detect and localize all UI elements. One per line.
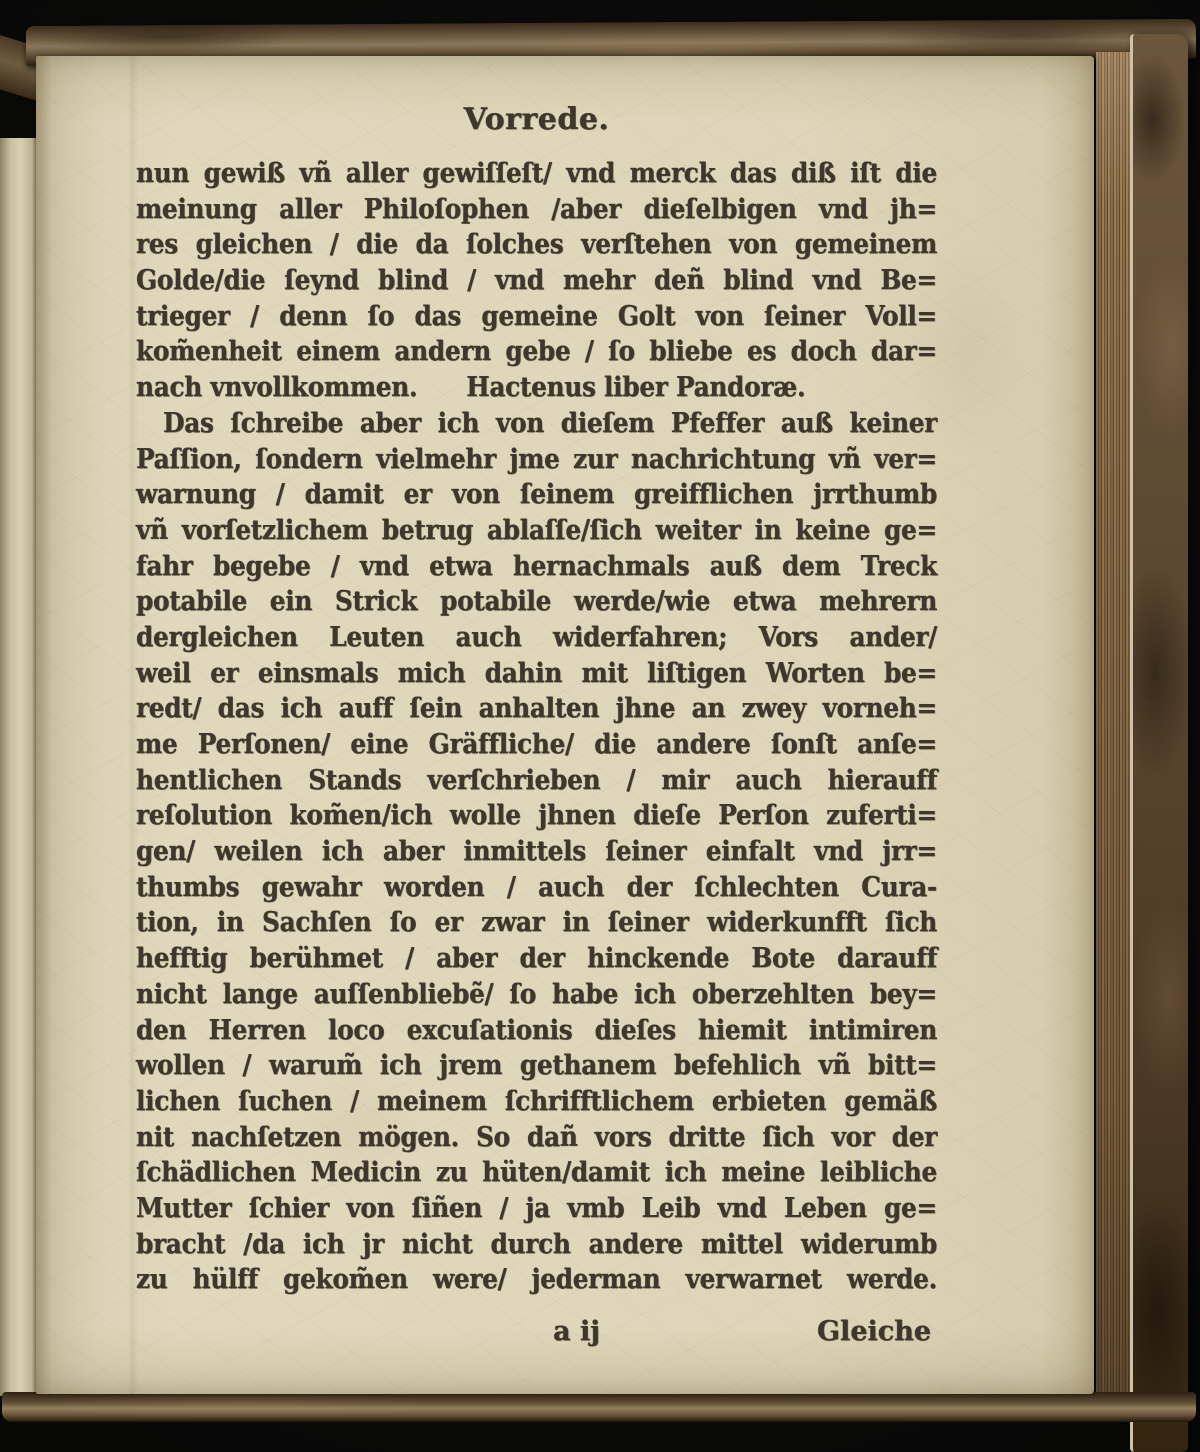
text-line: meinung aller Philoſophen /aber dieſelbigen vnd jh= (136, 192, 937, 225)
book-cover-right (1130, 34, 1188, 1452)
text-line: zu hülff gekom̃en were/ jederman verwarnet werde. (136, 1263, 937, 1296)
text-line: trieger / denn ſo das gemeine Golt von ſeiner Voll= (136, 299, 937, 332)
text-line: nun gewiß vñ aller gewiſſeſt/ vnd merck das diß iſt die (136, 157, 937, 189)
text-block (136, 156, 1026, 1298)
text-line: fahr begebe / vnd etwa hernachmals auß dem Treck (136, 549, 937, 582)
page-footer (136, 1316, 937, 1356)
text-line: nach vnvollkommen. Hactenus liber Pandoræ. (136, 371, 806, 404)
text-line: den Herren loco excuſationis dieſes hiemit intimiren (136, 1013, 937, 1046)
signature-mark: a ij (553, 1316, 601, 1347)
book-cover-bottom-edge (2, 1392, 1196, 1422)
text-line: lichen ſuchen / meinem ſchrifftlichem erbieten gemäß (136, 1084, 937, 1117)
catchword: Gleiche (817, 1316, 931, 1347)
book-page (36, 56, 1094, 1394)
text-line: gen/ weilen ich aber inmittels ſeiner einfalt vnd jrr= (136, 835, 937, 868)
text-line: Das ſchreibe aber ich von dieſem Pfeffer auß keiner (163, 406, 937, 439)
text-line: kom̃enheit einem andern gebe / ſo bliebe es doch dar= (136, 335, 937, 368)
text-line: potabile ein Strick potabile werde/wie etwa mehrern (136, 585, 937, 618)
facing-page-edge (0, 138, 38, 1396)
text-line: Mutter ſchier von ſiñen / ja vmb Leib vnd Leben ge= (136, 1191, 937, 1224)
page-fore-edge-stack (1096, 52, 1130, 1394)
text-line: bracht /da ich jr nicht durch andere mittel widerumb (136, 1227, 937, 1260)
text-line: reſolution kom̃en/ich wolle jhnen dieſe Perſon zuferti= (136, 799, 937, 832)
text-line: tion, in Sachſen ſo er zwar in ſeiner widerkunfft ſich (136, 906, 937, 939)
text-line: thumbs gewahr worden / auch der ſchlechten Cura- (136, 870, 937, 903)
page-header: Vorrede. (463, 102, 610, 137)
text-line: redt/ das ich auff ſein anhalten jhne an zwey vorneh= (136, 692, 937, 725)
text-line: nit nachſetzen mögen. So dañ vors dritte ſich vor der (136, 1120, 937, 1153)
text-line: warnung / damit er von ſeinem greifflichen jrrthumb (136, 478, 937, 511)
text-line: wollen / warum̃ ich jrem gethanem befehlich vñ bitt= (136, 1049, 937, 1082)
text-line: nicht lange auſſenbliebẽ/ ſo habe ich oberzehlten bey= (136, 977, 937, 1010)
text-line: hentlichen Stands verſchrieben / mir auch hierauff (136, 763, 937, 796)
text-line: ſchädlichen Medicin zu hüten/damit ich meine leibliche (136, 1156, 937, 1189)
text-line: Golde/die ſeynd blind / vnd mehr deñ blind vnd Be= (136, 264, 937, 297)
text-line: vñ vorſetzlichem betrug ablaſſe/ſich weiter in keine ge= (136, 513, 937, 546)
text-line: hefftig berühmet / aber der hinckende Bote darauff (136, 942, 937, 975)
text-line: res gleichen / die da ſolches verſtehen von gemeinem (136, 228, 937, 261)
text-line: me Perſonen/ eine Gräffliche/ die andere ſonſt anſe= (136, 728, 937, 760)
text-line: Paſſion, ſondern vielmehr jme zur nachrichtung vñ ver= (136, 442, 937, 475)
text-line: dergleichen Leuten auch widerfahren; Vors ander/ (136, 620, 937, 653)
text-line: weil er einsmals mich dahin mit liſtigen Worten be= (136, 656, 937, 689)
